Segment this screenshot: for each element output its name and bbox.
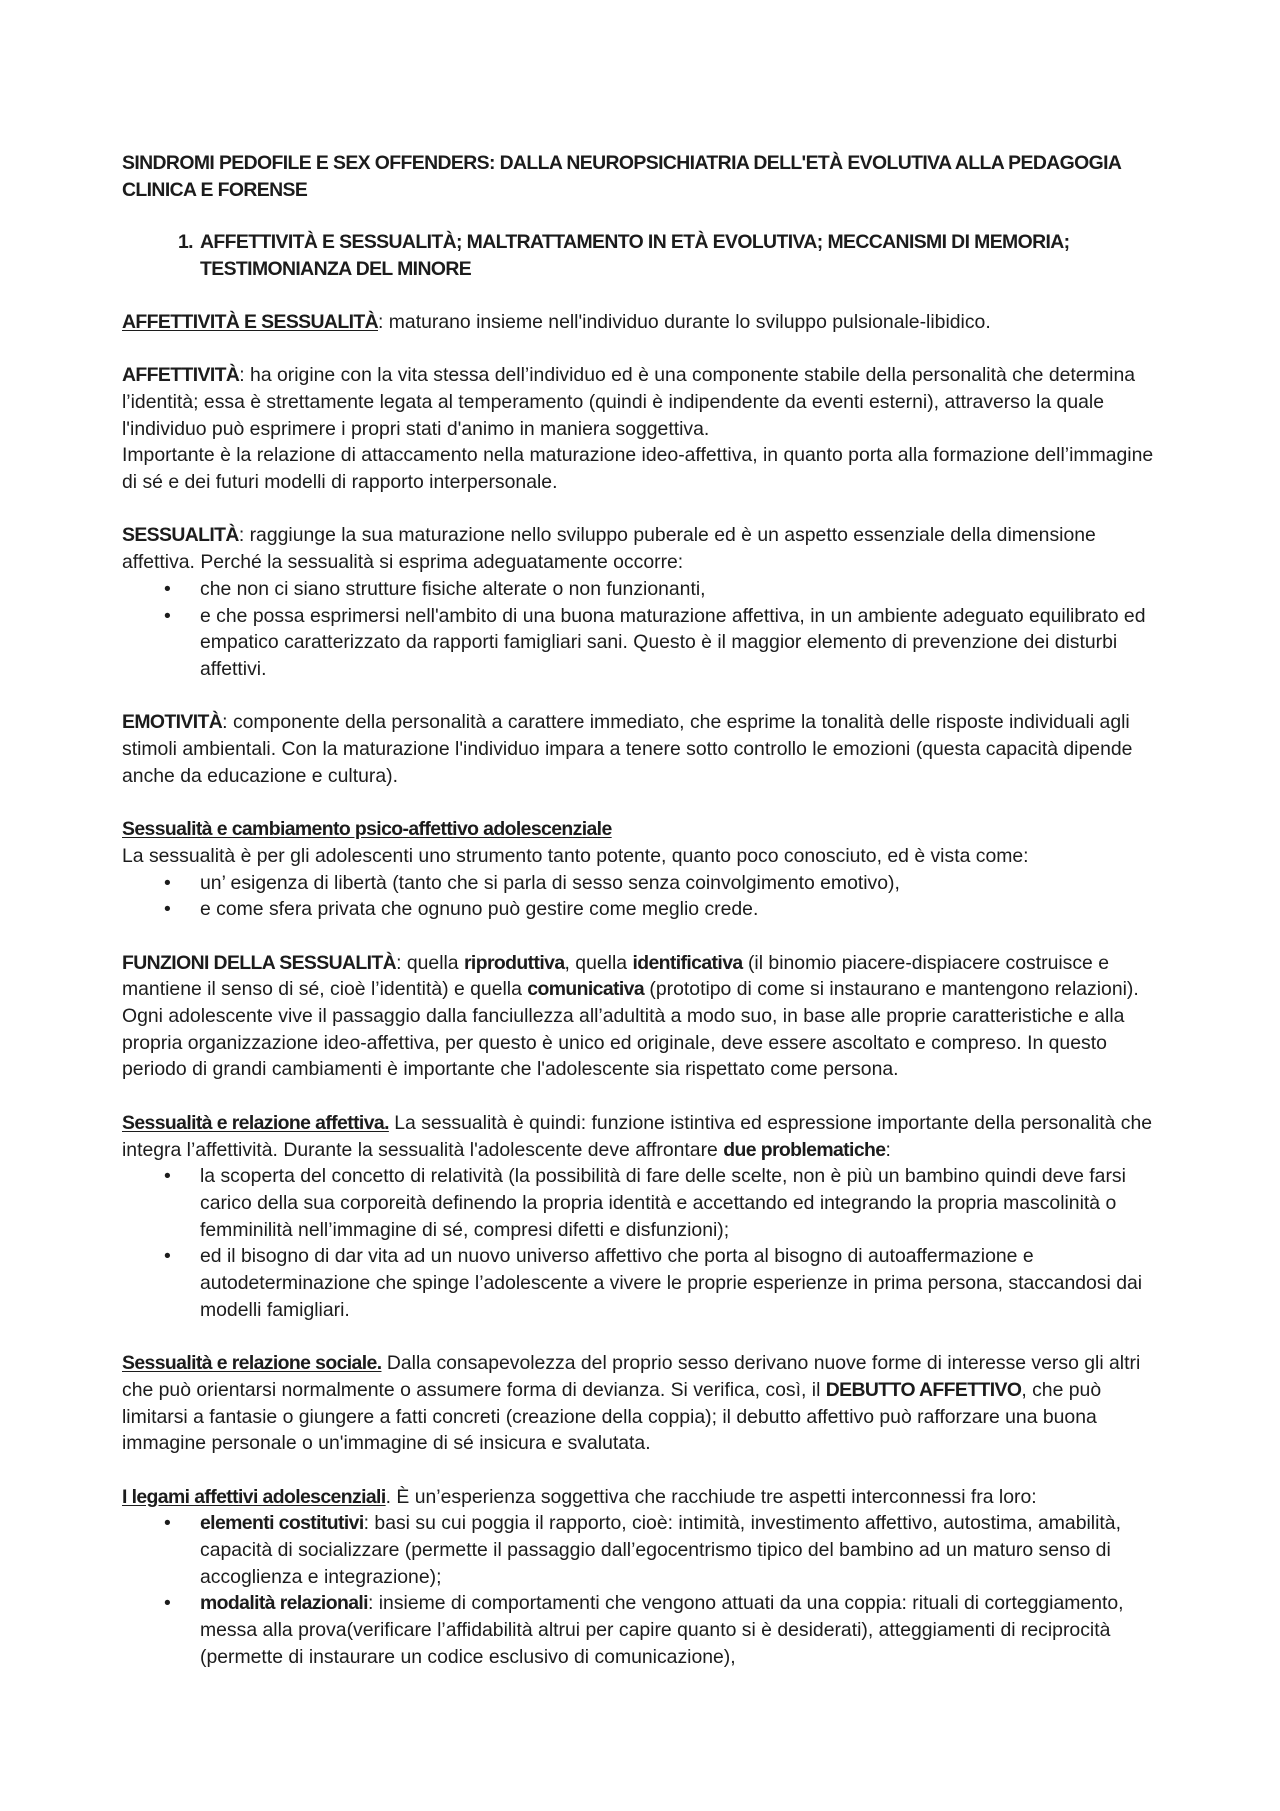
- list-item-text: che non ci siano strutture fisiche alterate o non funzionanti,: [200, 577, 706, 600]
- bullet-icon: •: [164, 898, 171, 921]
- list-item: [122, 603, 1170, 683]
- paragraph-text: : quella: [396, 951, 464, 974]
- bold-term: DEBUTTO AFFETTIVO: [825, 1378, 1022, 1401]
- paragraph-cambiamento: La sessualità è per gli adolescenti uno strumento tanto potente, quanto poco conosciuto, ed è vista come:: [122, 844, 1029, 867]
- list-item-text: : insieme di comportamenti che vengono attuati da una coppia: rituali di corteggiamento, messa alla prova(verificare l’affidabilità altrui per capire quanto si è desiderati), atteggiamenti di reciprocità (permette di instaurare un codice esclusivo di comunicazione),: [200, 1592, 1124, 1668]
- bullet-icon: •: [164, 604, 171, 627]
- paragraph-text: La sessualità è quindi: funzione istintiva ed espressione importante della personalità che integra l’affettività. Durante la sessualità l'adolescente deve affrontare: [122, 1111, 1153, 1161]
- bold-term: modalità relazionali: [200, 1592, 368, 1615]
- list-item: [122, 870, 1170, 897]
- paragraph-text: : ha origine con la vita stessa dell’individuo ed è una componente stabile della personalità che determina l’identità; essa è strettamente legata al temperamento (quindi è indipendente da eventi esterni), attraverso la quale l'individuo può esprimere i propri stati d'animo in maniera soggettiva.: [122, 364, 1136, 440]
- paragraph-text: (prototipo di come si instaurano e mantengono relazioni). Ogni adolescente vive il passaggio dalla fanciullezza all’adultità a modo suo, in base alle proprie caratteristiche e alla propria organizzazione ideo-affettiva, per questo è unico ed originale, deve essere ascoltato e compreso. In questo periodo di grandi cambiamenti è importante che l'adolescente sia rispettato come persona.: [122, 978, 1139, 1081]
- paragraph-text: , quella: [564, 951, 633, 974]
- term: Sessualità e relazione affettiva.: [122, 1111, 389, 1134]
- bullet-icon: •: [164, 1245, 171, 1268]
- paragraph-affettivita: [122, 362, 1170, 442]
- list-item: [122, 576, 1170, 603]
- paragraph-legami-affettivi: [122, 1484, 1170, 1511]
- bold-term: due problematiche: [723, 1138, 886, 1161]
- term: AFFETTIVITÀ: [122, 364, 240, 387]
- paragraph-text: : componente della personalità a carattere immediato, che esprime la tonalità delle risposte individuali agli stimoli ambientali. Con la maturazione l'individuo impara a tenere sotto controllo le emozioni (questa capacità dipende anche da educazione e cultura).: [122, 711, 1133, 787]
- bullet-icon: •: [164, 1165, 171, 1188]
- paragraph-text: , che può limitarsi a fantasie o giungere a fatti concreti (creazione della coppia); il debutto affettivo può rafforzare una buona immagine personale o un'immagine di sé insicura e svalutata.: [122, 1378, 1102, 1455]
- document-title: SINDROMI PEDOFILE E SEX OFFENDERS: DALLA NEUROPSICHIATRIA DELL'ETÀ EVOLUTIVA ALLA PEDAGOGIA CLINICA E FORENSE: [122, 152, 1121, 201]
- section-heading: [122, 229, 1170, 282]
- bold-term: riproduttiva: [463, 951, 565, 974]
- list-item: [122, 1510, 1170, 1590]
- section-number: 1.: [178, 231, 193, 254]
- section-number-wrap: [122, 229, 200, 282]
- bold-term: comunicativa: [527, 978, 645, 1001]
- paragraph-emotivita: [122, 709, 1170, 789]
- paragraph-text: : maturano insieme nell'individuo durante lo sviluppo pulsionale-libidico.: [378, 310, 991, 333]
- paragraph-relazione-affettiva: [122, 1110, 1170, 1163]
- list-item: [122, 1590, 1170, 1670]
- paragraph-sessualita: [122, 522, 1170, 575]
- paragraph-text: . È un’esperienza soggettiva che racchiude tre aspetti interconnessi fra loro:: [385, 1485, 1037, 1508]
- bullet-icon: •: [164, 871, 171, 894]
- bullet-list: [122, 1510, 1170, 1670]
- paragraph-text: Dalla consapevolezza del proprio sesso derivano nuove forme di interesse verso gli altri che può orientarsi normalmente o assumere forma di devianza. Si verifica, così, il: [122, 1352, 1141, 1401]
- list-item: [122, 896, 1170, 923]
- list-item-text: la scoperta del concetto di relatività (la possibilità di fare delle scelte, non è più un bambino quindi deve farsi carico della sua corporeità definendo la propria identità e accettando ed integrando la propria mascolinità o femminilità nell’immagine di sé, compresi difetti e disfunzioni);: [200, 1165, 1126, 1241]
- term: EMOTIVITÀ: [122, 711, 223, 734]
- list-item-text: ed il bisogno di dar vita ad un nuovo universo affettivo che porta al bisogno di autoaffermazione e autodeterminazione che spinge l’adolescente a vivere le proprie esperienze in prima persona, staccandosi dai modelli famigliari.: [200, 1245, 1143, 1321]
- paragraph-affettivita-sessualita: [122, 309, 1170, 336]
- list-item-text: : basi su cui poggia il rapporto, cioè: intimità, investimento affettivo, autostima, amabilità, capacità di socializzare (permette il passaggio dall’egocentrismo tipico del bambino ad un maturo senso di accoglienza e integrazione);: [200, 1512, 1121, 1588]
- list-item: [122, 1163, 1170, 1243]
- term: I legami affettivi adolescenziali: [122, 1485, 386, 1508]
- subheading-cambiamento: [122, 816, 1170, 843]
- list-item-text: un’ esigenza di libertà (tanto che si parla di sesso senza coinvolgimento emotivo),: [200, 871, 900, 894]
- paragraph-relazione-sociale: [122, 1350, 1170, 1457]
- paragraph-text: :: [885, 1138, 891, 1161]
- term: Sessualità e relazione sociale.: [122, 1352, 382, 1375]
- term: SESSUALITÀ: [122, 524, 239, 547]
- list-item: [122, 1243, 1170, 1323]
- list-item-text: e come sfera privata che ognuno può gestire come meglio crede.: [200, 898, 759, 921]
- bullet-icon: •: [164, 1512, 171, 1535]
- term: FUNZIONI DELLA SESSUALITÀ: [122, 951, 397, 974]
- list-item-text: e che possa esprimersi nell'ambito di una buona maturazione affettiva, in un ambiente adeguato equilibrato ed empatico caratterizzato da rapporti famigliari sani. Questo è il maggior elemento di prevenzione dei disturbi affettivi.: [200, 604, 1146, 680]
- paragraph-attaccamento: Importante è la relazione di attaccamento nella maturazione ideo-affettiva, in quanto porta alla formazione dell’immagine di sé e dei futuri modelli di rapporto interpersonale.: [122, 444, 1154, 494]
- bold-term: elementi costitutivi: [200, 1512, 364, 1535]
- section-heading-text: AFFETTIVITÀ E SESSUALITÀ; MALTRATTAMENTO IN ETÀ EVOLUTIVA; MECCANISMI DI MEMORIA; TESTIMONIANZA DEL MINORE: [200, 231, 1070, 281]
- term: AFFETTIVITÀ E SESSUALITÀ: [122, 310, 378, 333]
- bullet-list: [122, 870, 1170, 923]
- bullet-list: [122, 1163, 1170, 1323]
- bullet-list: [122, 576, 1170, 683]
- bold-term: identificativa: [632, 951, 743, 974]
- paragraph-text: : raggiunge la sua maturazione nello sviluppo puberale ed è un aspetto essenziale della dimensione affettiva. Perché la sessualità si esprima adeguatamente occorre:: [122, 524, 1096, 574]
- subheading-text: Sessualità e cambiamento psico-affettivo adolescenziale: [122, 818, 612, 841]
- paragraph-text: (il binomio piacere-dispiacere costruisce e mantiene il senso di sé, cioè l’identità) e quella: [122, 951, 1110, 1001]
- bullet-icon: •: [164, 1592, 171, 1615]
- paragraph-funzioni: [122, 950, 1170, 1084]
- bullet-icon: •: [164, 577, 171, 600]
